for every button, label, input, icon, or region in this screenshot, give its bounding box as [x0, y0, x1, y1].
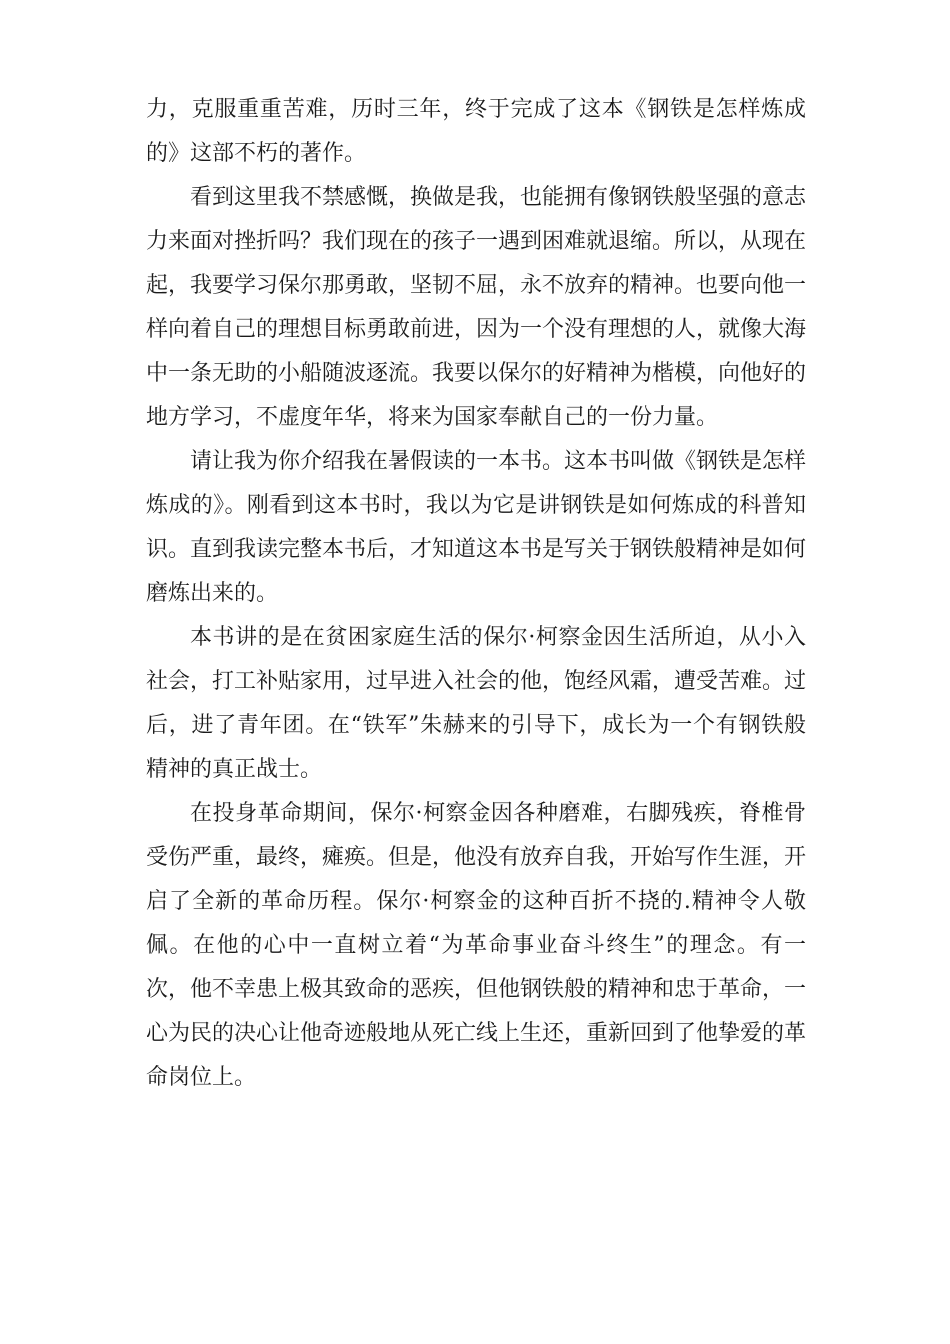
- paragraph-book-intro: 请让我为你介绍我在暑假读的一本书。这本书叫做《钢铁是怎样炼成的》。刚看到这本书时，我以为它是讲钢铁是如何炼成的科普知识。直到我读完整本书后，才知道这本书是写关于钢铁般精神是如何磨炼出来的。: [146, 449, 807, 606]
- paragraph-story-summary: 本书讲的是在贫困家庭生活的保尔·柯察金因生活所迫，从小入社会，打工补贴家用，过早进入社会的他，饱经风霜，遭受苦难。过后，进了青年团。在“铁军”朱赫来的引导下，成长为一个有钢铁般精神的真正战士。: [146, 625, 807, 782]
- paragraph-reflection: 看到这里我不禁感慨，换做是我，也能拥有像钢铁般坚强的意志力来面对挫折吗？我们现在的孩子一遇到困难就退缩。所以，从现在起，我要学习保尔那勇敢，坚韧不屈，永不放弃的精神。也要向他一样向着自己的理想目标勇敢前进，因为一个没有理想的人，就像大海中一条无助的小船随波逐流。我要以保尔的好精神为楷模，向他好的地方学习，不虚度年华，将来为国家奉献自己的一份力量。: [146, 185, 807, 430]
- paragraph-continuation: 力，克服重重苦难，历时三年，终于完成了这本《钢铁是怎样炼成的》这部不朽的著作。: [146, 97, 806, 166]
- paragraph-revolution: 在投身革命期间，保尔·柯察金因各种磨难，右脚残疾，脊椎骨受伤严重，最终，瘫痪。但是，他没有放弃自我，开始写作生涯，开启了全新的革命历程。保尔·柯察金的这种百折不挠的.精神令人敬佩。在他的心中一直树立着“为革命事业奋斗终生”的理念。有一次，他不幸患上极其致命的恶疾，但他钢铁般的精神和忠于革命，一心为民的决心让他奇迹般地从死亡线上生还，重新回到了他挚爱的革命岗位上。: [146, 801, 807, 1090]
- document-body: [146, 88, 806, 1100]
